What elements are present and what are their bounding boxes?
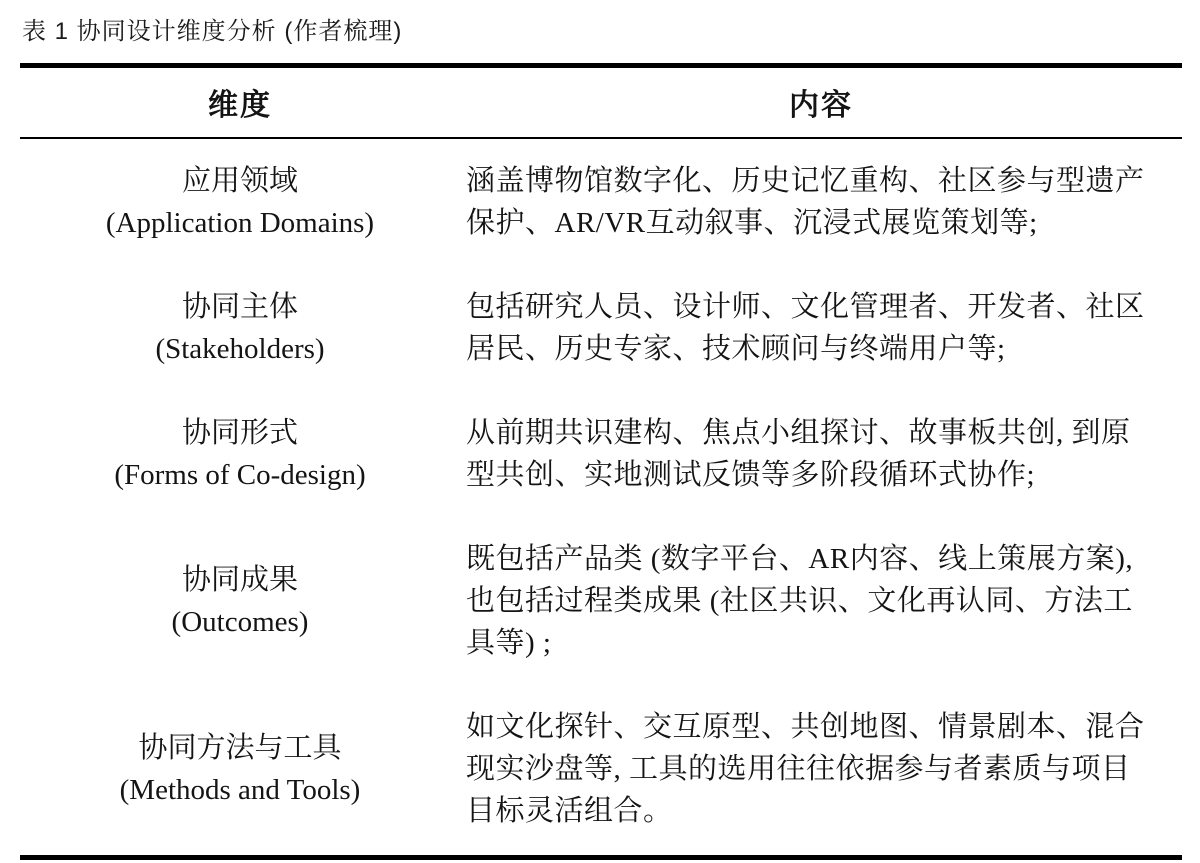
content-cell: 包括研究人员、设计师、文化管理者、开发者、社区居民、历史专家、技术顾问与终端用户等;: [466, 290, 1145, 365]
dimension-label-en: (Methods and Tools): [119, 774, 361, 807]
dimension-label-zh: 应用领域: [181, 164, 298, 197]
table-row: [20, 391, 1182, 517]
table-header-row: [20, 68, 1182, 139]
table-body: [20, 139, 1182, 856]
table-row: [20, 517, 1182, 685]
table-row: [20, 685, 1182, 853]
table-row: [20, 139, 1182, 265]
dimension-label-en: (Forms of Co-design): [114, 459, 366, 492]
dimension-label-en: (Outcomes): [171, 606, 309, 639]
content-cell: 从前期共识建构、焦点小组探讨、故事板共创, 到原型共创、实地测试反馈等多阶段循环式协作;: [466, 416, 1131, 492]
dimensions-table: [20, 63, 1182, 861]
column-header-dimension: 维度: [208, 88, 272, 122]
dimension-cell: [20, 559, 460, 643]
dimension-label-en: (Stakeholders): [155, 332, 325, 365]
dimension-label-zh: 协同主体: [181, 290, 298, 323]
dimension-label-en: (Application Domains): [105, 206, 375, 239]
dimension-cell: [20, 160, 460, 244]
column-header-content: 内容: [789, 88, 853, 122]
content-cell: 既包括产品类 (数字平台、AR内容、线上策展方案), 也包括过程类成果 (社区共识、文化再认同、方法工具等) ;: [466, 543, 1134, 660]
table-caption: 表 1 协同设计维度分析 (作者梳理): [22, 18, 403, 45]
content-cell: 如文化探针、交互原型、共创地图、情景剧本、混合现实沙盘等, 工具的选用往往依据参与者素质与项目目标灵活组合。: [466, 711, 1145, 828]
table-row: [20, 265, 1182, 391]
dimension-cell: [20, 727, 460, 811]
dimension-cell: [20, 412, 460, 496]
dimension-cell: [20, 286, 460, 370]
dimension-label-zh: 协同方法与工具: [138, 732, 342, 765]
dimension-label-zh: 协同成果: [181, 564, 298, 597]
content-cell: 涵盖博物馆数字化、历史记忆重构、社区参与型遗产保护、AR/VR互动叙事、沉浸式展览策划等;: [466, 164, 1145, 239]
dimension-label-zh: 协同形式: [181, 416, 298, 449]
